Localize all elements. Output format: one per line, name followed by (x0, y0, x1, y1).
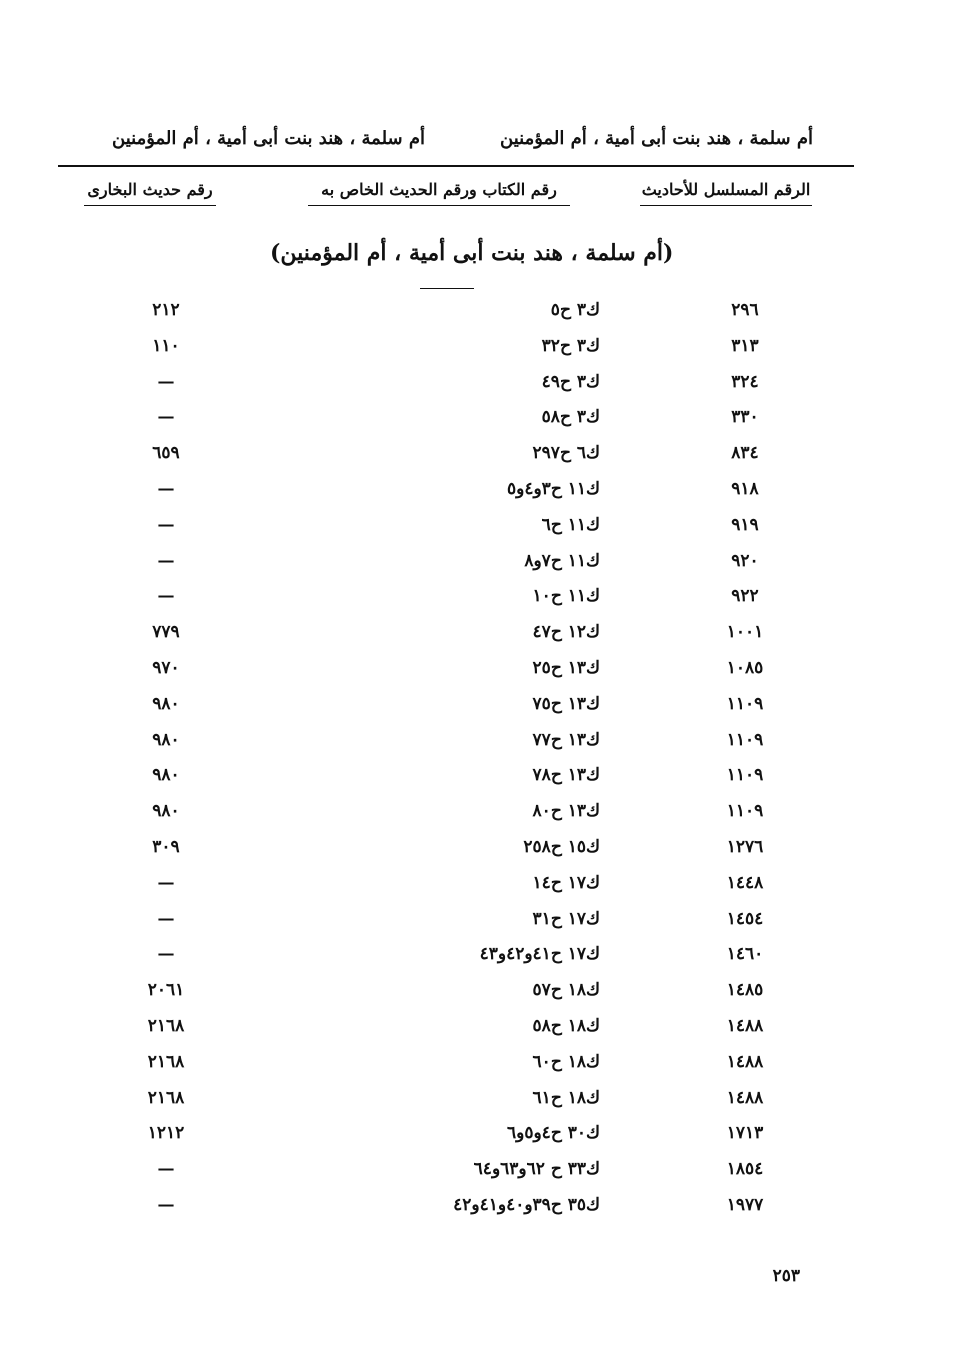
bukhari-number-cell: ٩٨٠ (152, 729, 180, 750)
table-row (0, 296, 956, 332)
table-row (0, 1012, 956, 1048)
serial-number-cell: ٩١٩ (731, 514, 759, 535)
table-row (0, 797, 956, 833)
serial-number-cell: ١١٠٩ (726, 765, 764, 786)
serial-number-cell: ١١٠٩ (726, 801, 764, 822)
bukhari-number-cell: — (157, 550, 175, 571)
book-hadith-cell: ك١١ ح١٠ (532, 586, 600, 607)
bukhari-number-cell: ١٢١٢ (147, 1123, 185, 1144)
table-row (0, 976, 956, 1012)
table-row (0, 761, 956, 797)
bukhari-number-cell: — (157, 1159, 175, 1180)
book-hadith-cell: ك١٧ ح٣١ (532, 908, 600, 929)
table-row (0, 368, 956, 404)
book-hadith-cell: ك١٧ ح١٤ (532, 872, 600, 893)
serial-number-cell: ٩٢٢ (731, 586, 759, 607)
book-hadith-cell: ك٣ ح٣٢ (541, 335, 600, 356)
bukhari-number-cell: ٢١٢ (152, 300, 180, 320)
book-hadith-cell: ك١١ ح٣و٤و٥ (506, 478, 600, 499)
book-hadith-cell: ك١٧ ح٤١و٤٢و٤٣ (479, 944, 600, 965)
serial-number-cell: ١٠٨٥ (726, 657, 764, 678)
serial-number-cell: ٣١٣ (731, 335, 759, 356)
bukhari-number-cell: ٢١٦٨ (147, 1087, 185, 1108)
book-hadith-cell: ك١٣ ح٢٥ (532, 657, 600, 678)
serial-number-cell: ١٤٥٤ (726, 908, 764, 929)
section-divider (420, 288, 474, 289)
serial-number-cell: ١٠٠١ (726, 622, 764, 643)
book-hadith-cell: ك١٣ ح٨٠ (532, 801, 600, 822)
column-header-book: رقم الكتاب ورقم الحديث الخاص به (308, 180, 570, 206)
bukhari-number-cell: — (157, 407, 175, 428)
running-head-right: أم سلمة ، هند بنت أبى أمية ، أم المؤمنين (500, 128, 814, 149)
book-hadith-cell: ك١٨ ح٦٠ (532, 1051, 600, 1072)
serial-number-cell: ١٤٦٠ (726, 944, 764, 965)
hadith-table (0, 296, 956, 1227)
book-hadith-cell: ك٣٠ ح٤و٥و٦ (506, 1123, 600, 1144)
table-row (0, 403, 956, 439)
table-row (0, 511, 956, 547)
bukhari-number-cell: ٩٨٠ (152, 801, 180, 822)
bukhari-number-cell: — (157, 872, 175, 893)
book-hadith-cell: ك٣٣ ح ٦٢و٦٣و٦٤ (473, 1159, 600, 1180)
bukhari-number-cell: ٦٥٩ (152, 443, 180, 464)
serial-number-cell: ١١٠٩ (726, 729, 764, 750)
bukhari-number-cell: ٢٠٦١ (147, 980, 185, 1001)
book-hadith-cell: ك٣٥ ح٣٩و٤٠و٤١و٤٢ (453, 1194, 600, 1215)
running-head-left: أم سلمة ، هند بنت أبى أمية ، أم المؤمنين (112, 128, 426, 149)
serial-number-cell: ١١٠٩ (726, 693, 764, 714)
table-row (0, 332, 956, 368)
page-number: ٢٥٣ (772, 1266, 800, 1286)
book-hadith-cell: ك٣ ح٥ (550, 300, 600, 320)
bukhari-number-cell: — (157, 1194, 175, 1215)
bukhari-number-cell: — (157, 371, 175, 392)
table-row (0, 726, 956, 762)
table-row (0, 690, 956, 726)
serial-number-cell: ١٤٨٨ (726, 1087, 764, 1108)
table-row (0, 475, 956, 511)
table-row (0, 582, 956, 618)
table-row (0, 1119, 956, 1155)
table-row (0, 1155, 956, 1191)
serial-number-cell: ٣٢٤ (731, 371, 759, 392)
serial-number-cell: ١٩٧٧ (726, 1194, 764, 1215)
section-title: (أم سلمة ، هند بنت أبى أمية ، أم المؤمنين) (270, 240, 674, 266)
book-hadith-cell: ك١٨ ح٥٧ (532, 980, 600, 1001)
serial-number-cell: ٩٢٠ (731, 550, 759, 571)
serial-number-cell: ١٨٥٤ (726, 1159, 764, 1180)
table-row (0, 1048, 956, 1084)
serial-number-cell: ٣٣٠ (731, 407, 759, 428)
serial-number-cell: ١٤٨٥ (726, 980, 764, 1001)
book-hadith-cell: ك٣ ح٥٨ (541, 407, 600, 428)
book-hadith-cell: ك١٢ ح٤٧ (532, 622, 600, 643)
table-row (0, 618, 956, 654)
serial-number-cell: ١٤٨٨ (726, 1015, 764, 1036)
book-hadith-cell: ك٣ ح٤٩ (541, 371, 600, 392)
book-hadith-cell: ك١٣ ح٧٥ (532, 693, 600, 714)
serial-number-cell: ١٧١٣ (726, 1123, 764, 1144)
book-hadith-cell: ك١٣ ح٧٧ (532, 729, 600, 750)
column-header-bukhari: رقم حديث البخارى (84, 180, 216, 206)
bukhari-number-cell: — (157, 586, 175, 607)
book-hadith-cell: ك٦ ح٢٩٧ (532, 443, 600, 464)
serial-number-cell: ١٢٧٦ (726, 836, 764, 857)
serial-number-cell: ١٤٤٨ (726, 872, 764, 893)
serial-number-cell: ٩١٨ (731, 478, 759, 499)
book-hadith-cell: ك١٨ ح٥٨ (532, 1015, 600, 1036)
book-hadith-cell: ك١٨ ح٦١ (532, 1087, 600, 1108)
bukhari-number-cell: ٩٨٠ (152, 765, 180, 786)
book-hadith-cell: ك١٥ ح٢٥٨ (523, 836, 600, 857)
table-row (0, 833, 956, 869)
serial-number-cell: ٨٣٤ (731, 443, 759, 464)
table-row (0, 1084, 956, 1120)
bukhari-number-cell: ٢١٦٨ (147, 1051, 185, 1072)
header-rule (58, 165, 854, 167)
table-row (0, 869, 956, 905)
table-row (0, 654, 956, 690)
bukhari-number-cell: — (157, 908, 175, 929)
bukhari-number-cell: ٩٨٠ (152, 693, 180, 714)
bukhari-number-cell: — (157, 514, 175, 535)
bukhari-number-cell: ٧٧٩ (152, 622, 180, 643)
book-hadith-cell: ك١١ ح٦ (541, 514, 600, 535)
serial-number-cell: ٢٩٦ (731, 300, 759, 320)
book-hadith-cell: ك١١ ح٧و٨ (524, 550, 600, 571)
serial-number-cell: ١٤٨٨ (726, 1051, 764, 1072)
table-row (0, 905, 956, 941)
column-header-serial: الرقم المسلسل للأحاديث (640, 180, 812, 206)
book-hadith-cell: ك١٣ ح٧٨ (532, 765, 600, 786)
bukhari-number-cell: ١١٠ (152, 335, 180, 356)
table-row (0, 940, 956, 976)
table-row (0, 547, 956, 583)
bukhari-number-cell: — (157, 478, 175, 499)
bukhari-number-cell: ٩٧٠ (152, 657, 180, 678)
bukhari-number-cell: ٣٠٩ (152, 836, 180, 857)
bukhari-number-cell: — (157, 944, 175, 965)
table-row (0, 439, 956, 475)
table-row (0, 1191, 956, 1227)
bukhari-number-cell: ٢١٦٨ (147, 1015, 185, 1036)
